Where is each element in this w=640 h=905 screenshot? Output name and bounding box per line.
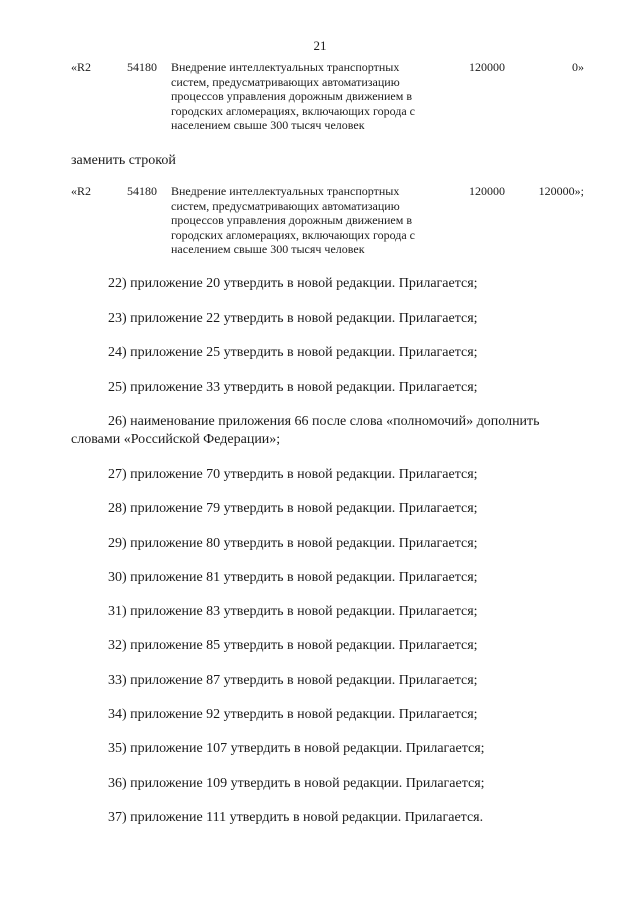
row-value-2: 0» [572,60,584,74]
amendment-item-27: 27) приложение 70 утвердить в новой редакции. Прилагается; [108,467,478,482]
amendment-item-24: 24) приложение 25 утвердить в новой редакции. Прилагается; [108,345,478,360]
amendment-item-26-line-1: 26) наименование приложения 66 после слова «полномочий» дополнить [108,414,540,429]
row-number: 54180 [127,184,157,198]
row-value-1: 120000 [469,60,505,74]
amendment-item-31: 31) приложение 83 утвердить в новой редакции. Прилагается; [108,604,478,619]
row-description-line: процессов управления дорожным движением в [171,213,412,227]
amendment-item-28: 28) приложение 79 утвердить в новой редакции. Прилагается; [108,501,478,516]
amendment-item-36: 36) приложение 109 утвердить в новой редакции. Прилагается; [108,776,485,791]
amendment-item-22: 22) приложение 20 утвердить в новой редакции. Прилагается; [108,276,478,291]
amendment-item-33: 33) приложение 87 утвердить в новой редакции. Прилагается; [108,673,478,688]
amendment-item-26 [71,413,581,449]
amendment-item-34: 34) приложение 92 утвердить в новой редакции. Прилагается; [108,707,478,722]
row-description-line: Внедрение интеллектуальных транспортных [171,184,400,198]
row-description-line: систем, предусматривающих автоматизацию [171,74,400,89]
row-value-2: 120000»; [538,184,584,198]
amendment-item-26-line-2: словами «Российской Федерации»; [71,432,281,447]
amendment-item-32: 32) приложение 85 утвердить в новой редакции. Прилагается; [108,638,478,653]
amendment-item-29: 29) приложение 80 утвердить в новой редакции. Прилагается; [108,536,478,551]
row-description-line: Внедрение интеллектуальных транспортных [171,60,400,74]
page-number: 21 [313,38,327,53]
amendment-item-30: 30) приложение 81 утвердить в новой редакции. Прилагается; [108,570,478,585]
row-description-line: населением свыше 300 тысяч человек [171,242,365,256]
row-description-line: систем, предусматривающих автоматизацию [171,198,400,213]
row-description-line: процессов управления дорожным движением в [171,89,412,103]
amendment-item-23: 23) приложение 22 утвердить в новой редакции. Прилагается; [108,311,478,326]
amendment-item-35: 35) приложение 107 утвердить в новой редакции. Прилагается; [108,741,485,756]
row-description [171,184,451,257]
amendment-item-25: 25) приложение 33 утвердить в новой редакции. Прилагается; [108,380,478,395]
row-description-line: городских агломерациях, включающих города с [171,103,415,118]
row-description-line: населением свыше 300 тысяч человек [171,118,365,132]
amendment-item-37: 37) приложение 111 утвердить в новой редакции. Прилагается. [108,810,484,825]
row-number: 54180 [127,60,157,74]
row-value-1: 120000 [469,184,505,198]
replace-instruction: заменить строкой [71,153,176,168]
row-code: «R2 [71,184,92,198]
row-description [171,60,451,133]
row-code: «R2 [71,60,92,74]
row-description-line: городских агломерациях, включающих города с [171,227,415,242]
